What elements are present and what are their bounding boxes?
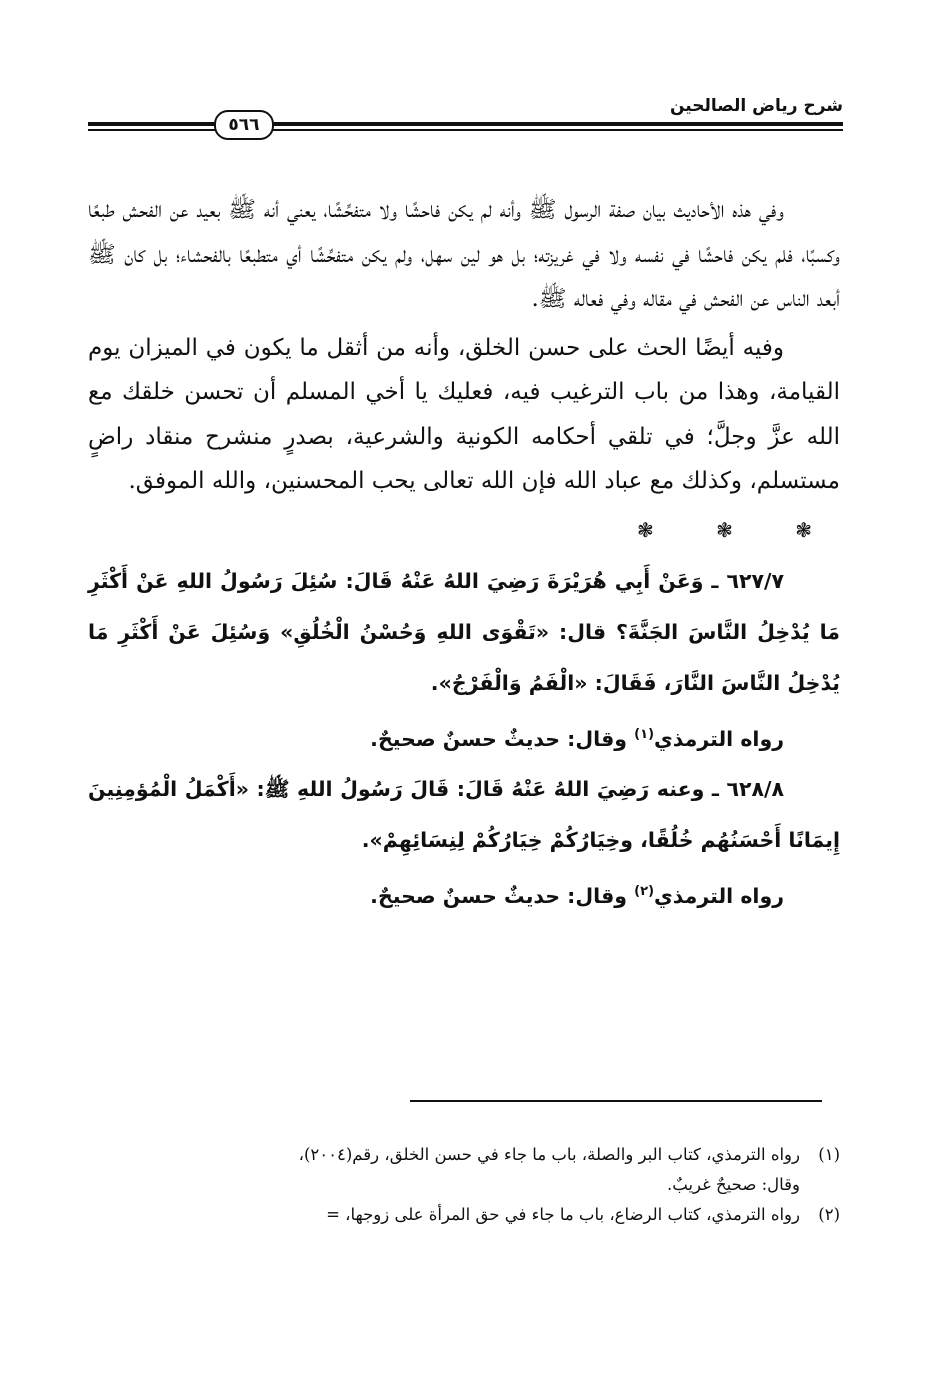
narration-627-source: رواه الترمذي bbox=[654, 726, 784, 751]
main-text bbox=[88, 188, 840, 922]
footnote-2-mark: (٢) bbox=[818, 1205, 840, 1224]
footnote-2 bbox=[88, 1200, 840, 1230]
hadith-628: ٦٢٨/٨ ـ وعنه رَضِيَ اللهُ عَنْهُ قَالَ: قَالَ رَسُولُ اللهِ ﷺ: «أَكْمَلُ الْمُؤمِنِينَ إِيمَانًا أَحْسَنُهُم خُلُقًا، وخِيَارُكُمْ خِيَارُكُمْ لِنِسَائِهِمْ». bbox=[88, 777, 840, 853]
paragraph-1: وفي هذه الأحاديث بيان صفة الرسول ﷺ وأنه لم يكن فاحشًا ولا متفحِّشًا، يعني أنه ﷺ بعيد عن الفحش طبعًا وكسبًا، فلم يكن فاحشًا في نفسه ولا في غريزته؛ بل هو لين سهل، ولم يكن متفحِّشًا أي متطبعًا بالفحشاء؛ بل كان ﷺ أبعد الناس عن الفحش في مقاله وفي فعاله ﷺ. bbox=[88, 197, 840, 312]
footnote-ref-2[interactable]: (٢) bbox=[634, 884, 655, 900]
paragraph-2: وفيه أيضًا الحث على حسن الخلق، وأنه من أثقل ما يكون في الميزان يوم القيامة، وهذا من باب الترغيب فيه، فعليك يا أخي المسلم أن تحسن خلقك مع الله عزَّ وجلَّ؛ في تلقي أحكامه الكونية والشرعية، بصدرٍ منشرح منقاد راضٍ مستسلم، وكذلك مع عباد الله فإن الله تعالى يحب المحسنين، والله الموفق. bbox=[88, 334, 840, 494]
footnote-separator-rule bbox=[410, 1100, 822, 1102]
footnote-1-continuation: وقال: صحيحٌ غريبٌ. bbox=[667, 1175, 800, 1194]
hadith-627: ٦٢٧/٧ ـ وَعَنْ أَبِي هُرَيْرَةَ رَضِيَ اللهُ عَنْهُ قَالَ: سُئِلَ رَسُولُ اللهِ عَنْ أَكْثَرِ مَا يُدْخِلُ النَّاسَ الجَنَّةَ؟ قال: «تَقْوَى اللهِ وَحُسْنُ الْخُلُقِ» وَسُئِلَ عَنْ أَكْثَرِ مَا يُدْخِلُ النَّاسَ النَّارَ، فَقَالَ: «الْفَمُ وَالْفَرْجُ». bbox=[88, 568, 840, 695]
footnote-1-text: رواه الترمذي، كتاب البر والصلة، باب ما جاء في حسن الخلق، رقم(٢٠٠٤)، bbox=[298, 1145, 800, 1164]
page-number: ٥٦٦ bbox=[214, 110, 274, 140]
footnote-ref-1[interactable]: (١) bbox=[634, 726, 655, 742]
footnotes bbox=[88, 1140, 840, 1230]
narration-628-source: رواه الترمذي bbox=[654, 884, 784, 909]
section-separator bbox=[88, 504, 840, 556]
footnote-1-mark: (١) bbox=[818, 1145, 840, 1164]
header-rule-thin bbox=[88, 129, 843, 131]
narration-627 bbox=[88, 709, 840, 765]
header-rule-thick bbox=[88, 122, 843, 126]
narration-627-grade: وقال: حديثٌ حسنٌ صحيحٌ. bbox=[370, 726, 635, 751]
separator-star-2: ❃ bbox=[716, 517, 733, 542]
footnote-2-text: رواه الترمذي، كتاب الرضاع، باب ما جاء في حق المرأة على زوجها، = bbox=[326, 1205, 800, 1224]
separator-star-3: ❃ bbox=[795, 517, 812, 542]
narration-628 bbox=[88, 866, 840, 922]
page-header bbox=[88, 96, 843, 146]
narration-628-grade: وقال: حديثٌ حسنٌ صحيحٌ. bbox=[370, 884, 635, 909]
footnote-1 bbox=[88, 1140, 840, 1170]
separator-star-1: ❃ bbox=[636, 517, 654, 542]
running-title: شرح رياض الصالحين bbox=[669, 96, 843, 116]
